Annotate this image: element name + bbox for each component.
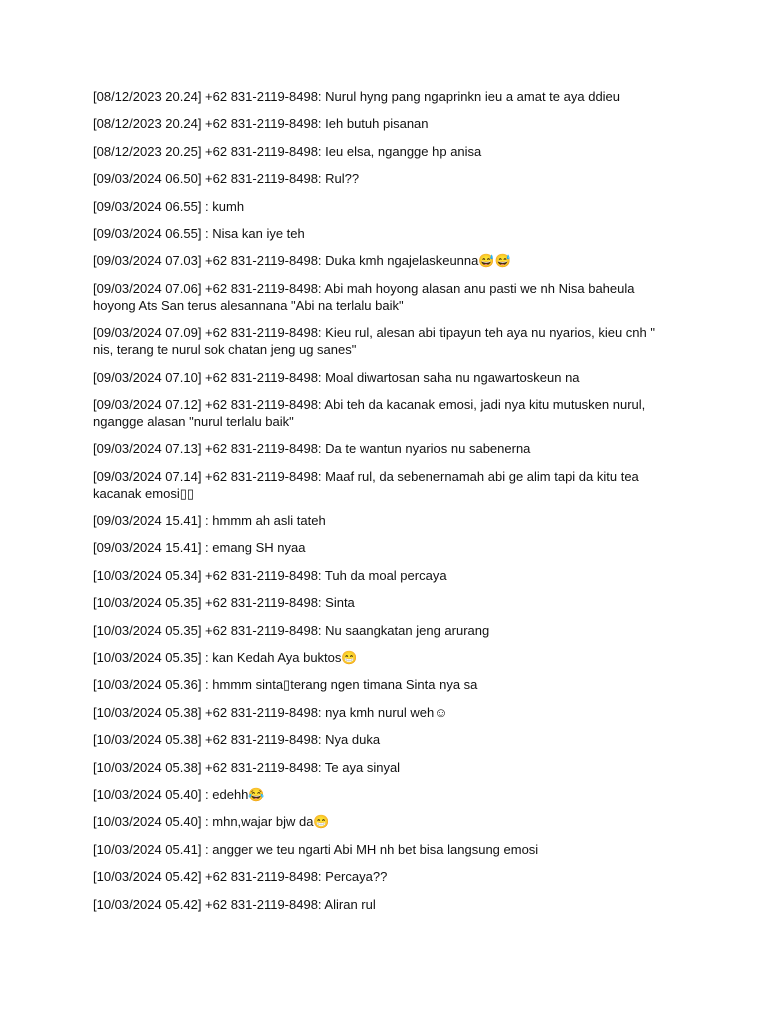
chat-line: [10/03/2024 05.42] +62 831-2119-8498: Percaya?? xyxy=(93,869,388,885)
chat-line: [10/03/2024 05.35] +62 831-2119-8498: Nu saangkatan jeng arurang xyxy=(93,622,490,638)
chat-line: [08/12/2023 20.24] +62 831-2119-8498: Nurul hyng pang ngaprinkn ieu a amat te aya ddieu xyxy=(93,89,621,104)
chat-line: [09/03/2024 07.13] +62 831-2119-8498: Da te wantun nyarios nu sabenerna xyxy=(93,441,531,457)
chat-line: [09/03/2024 15.41] : hmmm ah asli tateh xyxy=(93,513,326,529)
chat-line: [10/03/2024 05.38] +62 831-2119-8498: Te aya sinyal xyxy=(93,759,401,775)
chat-log xyxy=(93,88,671,923)
chat-line: [10/03/2024 05.34] +62 831-2119-8498: Tuh da moal percaya xyxy=(93,567,447,583)
chat-line: [10/03/2024 05.35] +62 831-2119-8498: Sinta xyxy=(93,595,355,611)
chat-line: [10/03/2024 05.38] +62 831-2119-8498: nya kmh nurul weh☺ xyxy=(93,704,448,720)
chat-line: [10/03/2024 05.40] : mhn,wajar bjw da😁 xyxy=(93,814,330,830)
chat-line: [09/03/2024 07.12] +62 831-2119-8498: Abi teh da kacanak emosi, jadi nya kitu mutusken nurul, ngangge alasan "nurul terlalu baik" xyxy=(93,396,646,429)
chat-line: [08/12/2023 20.25] +62 831-2119-8498: Ieu elsa, ngangge hp anisa xyxy=(93,143,482,159)
chat-line: [09/03/2024 07.09] +62 831-2119-8498: Kieu rul, alesan abi tipayun teh aya nu nyarios, kieu cnh " nis, terang te nurul sok chatan jeng ug sanes" xyxy=(93,325,655,358)
chat-line: [10/03/2024 05.36] : hmmm sinta▯terang ngen timana Sinta nya sa xyxy=(93,677,478,693)
chat-line: [08/12/2023 20.24] +62 831-2119-8498: Ieh butuh pisanan xyxy=(93,116,429,132)
chat-line: [09/03/2024 15.41] : emang SH nyaa xyxy=(93,540,306,556)
chat-line: [09/03/2024 07.03] +62 831-2119-8498: Duka kmh ngajelaskeunna😅😅 xyxy=(93,253,511,269)
chat-line: [09/03/2024 07.14] +62 831-2119-8498: Maaf rul, da sebenernamah abi ge alim tapi da kitu tea kacanak emosi▯▯ xyxy=(93,468,639,501)
chat-line: [09/03/2024 07.10] +62 831-2119-8498: Moal diwartosan saha nu ngawartoskeun na xyxy=(93,369,580,385)
chat-line: [10/03/2024 05.41] : angger we teu ngarti Abi MH nh bet bisa langsung emosi xyxy=(93,841,539,857)
chat-line: [10/03/2024 05.40] : edehh😂 xyxy=(93,786,265,802)
chat-line: [09/03/2024 07.06] +62 831-2119-8498: Abi mah hoyong alasan anu pasti we nh Nisa baheula hoyong Ats San terus alesannana "Abi na terlalu baik" xyxy=(93,280,635,313)
chat-line: [09/03/2024 06.50] +62 831-2119-8498: Rul?? xyxy=(93,171,360,187)
chat-line: [10/03/2024 05.38] +62 831-2119-8498: Nya duka xyxy=(93,732,381,748)
chat-line: [09/03/2024 06.55] : Nisa kan iye teh xyxy=(93,225,305,241)
chat-line: [09/03/2024 06.55] : kumh xyxy=(93,198,245,214)
chat-line: [10/03/2024 05.42] +62 831-2119-8498: Aliran rul xyxy=(93,896,376,912)
chat-line: [10/03/2024 05.35] : kan Kedah Aya buktos😁 xyxy=(93,650,358,666)
